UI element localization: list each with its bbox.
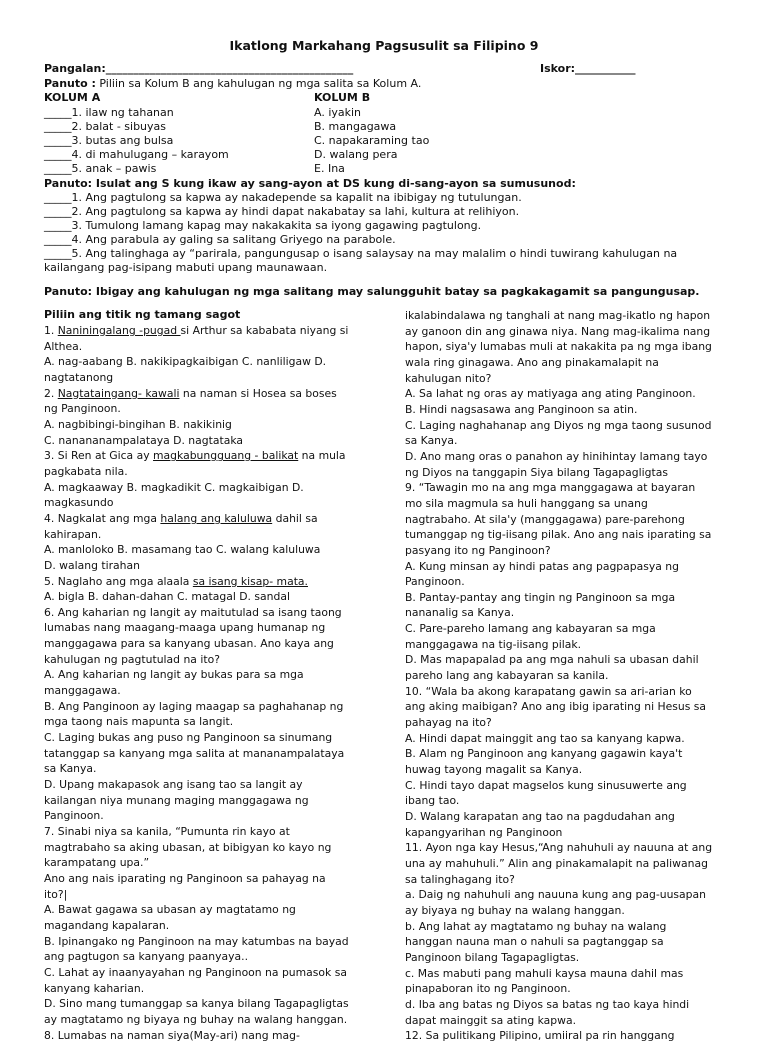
question-text-line: 8. Lumabas na naman siya(May-ari) nang mag-	[44, 1028, 300, 1042]
question-text-line: 9. “Tawagin mo na ang mga manggagawa at bayaran	[405, 481, 696, 495]
question-text-line: D. Sino mang tumanggap sa kanya bilang Tagapagligtas	[44, 997, 349, 1011]
question-text-line: A. Hindi dapat mainggit ang tao sa kanyang kapwa.	[405, 731, 685, 745]
question-text-line: pasyang ito ng Panginoon?	[405, 543, 551, 557]
question-text-line: B. Ang Panginoon ay laging maagap sa paghahanap ng	[44, 699, 344, 713]
kolum-b-item: C. napakaraming tao	[314, 134, 430, 147]
question-text-line: pareho lang ang kabayaran sa kanila.	[405, 669, 609, 683]
kolum-a-heading: KOLUM A	[44, 91, 101, 104]
question-text-line: c. Mas mabuti pang mahuli kaysa mauna dahil mas	[405, 966, 684, 980]
question-text-line: 4. Nagkalat ang mga halang ang kaluluwa dahil sa	[44, 511, 318, 525]
question-text-line: A. manloloko B. masamang tao C. walang kaluluwa	[44, 543, 321, 557]
question-text-line: huwag tayong magalit sa Kanya.	[405, 763, 583, 777]
question-text-line: pagkabata nila.	[44, 464, 128, 478]
part2-item: _____4. Ang parabula ay galing sa salitang Griyego na parabole.	[44, 233, 396, 246]
kolum-a-item: _____5. anak – pawis	[44, 162, 157, 175]
question-text-line: magkasundo	[44, 496, 114, 510]
score-row	[540, 62, 636, 76]
question-text-line: B. Hindi nagsasawa ang Panginoon sa atin.	[405, 402, 638, 416]
question-text-line: D. Walang karapatan ang tao na pagdudahan ang	[405, 810, 675, 823]
question-text-line: C. Pare-pareho lamang ang kabayaran sa mga	[405, 622, 656, 636]
question-text-line: A. Sa lahat ng oras ay matiyaga ang ating Panginoon.	[405, 387, 696, 401]
exam-title: Ikatlong Markahang Pagsusulit sa Filipino 9	[229, 38, 539, 53]
part3-instruction: Panuto: Ibigay ang kahulugan ng mga salitang may salungguhit batay sa pagkakagamit sa pangungusap.	[44, 285, 700, 298]
question-text-line: 2. Nagtataingang- kawali na naman si Hosea sa boses	[44, 386, 337, 400]
question-text-line: 6. Ang kaharian ng langit ay maitutulad sa isang taong	[44, 605, 342, 619]
part2-item: _____1. Ang pagtulong sa kapwa ay nakadepende sa kapalit na ibibigay ng tutulungan.	[44, 191, 522, 204]
part2-item: _____3. Tumulong lamang kapag may nakakakita sa iyong gagawing pagtulong.	[44, 219, 482, 232]
question-text-line: kapangyarihan ng Panginoon	[405, 825, 563, 839]
question-text-line: una ay mahuhuli.” Alin ang pinakamalapit na paliwanag	[405, 856, 708, 870]
question-text-line: ay ganoon din ang ginawa niya. Nang mag-ikalima nang	[405, 324, 711, 338]
question-text-line: ay biyaya ng buhay na walang hanggan.	[405, 903, 625, 917]
underlined-term: magkabungguang - balikat	[153, 449, 299, 463]
question-text-line: dapat mainggit sa ating kapwa.	[405, 1013, 577, 1027]
question-text-line: 12. Sa pulitikang Pilipino, umiiral pa rin hanggang	[405, 1029, 675, 1043]
question-text-line: kanyang kaharian.	[44, 981, 145, 995]
part1-label: Panuto :	[44, 77, 96, 90]
question-text-line: ikalabindalawa ng tanghali at nang mag-ikatlo ng hapon	[405, 309, 711, 322]
question-text-line: ang pagtugon sa kanyang paanyaya..	[44, 950, 249, 964]
question-text-line: hanggan nauna man o nahuli sa pagtanggap sa	[405, 935, 664, 949]
question-text-line: sa Kanya.	[44, 762, 97, 776]
kolum-b-item: D. walang pera	[314, 148, 398, 161]
question-text-line: ibang tao.	[405, 794, 460, 808]
question-text-line: A. nagbibingi-bingihan B. nakikinig	[44, 417, 232, 431]
question-text-line: Althea.	[44, 339, 83, 353]
underlined-term: Nagtataingang- kawali	[57, 386, 180, 400]
question-text-line: wala ring ginagawa. Ano ang pinakamalapit na	[405, 355, 659, 369]
kolum-b-heading: KOLUM B	[314, 91, 371, 104]
question-text-line: D. Upang makapasok ang isang tao sa langit ay	[44, 778, 303, 792]
question-text-line: Ano ang nais iparating ng Panginoon sa pahayag na	[44, 871, 326, 885]
question-text-line: 7. Sinabi niya sa kanila, “Pumunta rin kayo at	[44, 825, 290, 838]
question-text-line: D. Mas mapapalad pa ang mga nahuli sa ubasan dahil	[405, 653, 699, 667]
question-text-line: ng Diyos na tanggapin Siya bilang Tagapagligtas	[405, 465, 668, 479]
question-text-line: nananalig sa Kanya.	[405, 606, 515, 620]
question-text-line: 1. Naniningalang -pugad si Arthur sa kababata niyang si	[44, 324, 349, 337]
question-text-line: sa talinghagang ito?	[405, 872, 515, 886]
question-text-line: lumabas nang maagang-maaga upang humanap ng	[44, 621, 326, 635]
question-text-line: sa Kanya.	[405, 434, 458, 448]
kolum-a-item: _____3. butas ang bulsa	[44, 134, 174, 147]
question-text-line: A. Kung minsan ay hindi patas ang pagpapasya ng	[405, 559, 680, 573]
question-text-line: mo sila magmula sa huli hanggang sa unang	[405, 496, 648, 510]
question-text-line: nagtrabaho. At sila'y (manggagawa) pare-parehong	[405, 512, 685, 526]
question-text-line: C. Hindi tayo dapat magselos kung sinusuwerte ang	[405, 778, 687, 792]
kolum-a-item: _____1. ilaw ng tahanan	[44, 106, 174, 119]
underlined-term: Naniningalang -pugad	[57, 324, 181, 337]
question-text-line: magtrabaho sa aking ubasan, at bibigyan ko kayo ng	[44, 840, 332, 854]
part2-item: kailangang pag-isipang mabuti upang maunawaan.	[44, 261, 328, 274]
question-text-line: mga taong nais mapunta sa langit.	[44, 715, 234, 729]
question-text-line: 10. “Wala ba akong karapatang gawin sa ari-arian ko	[405, 684, 692, 698]
question-text-line: manggagawa para sa kanyang ubasan. Ano kaya ang	[44, 637, 334, 651]
kolum-b-item: B. mangagawa	[314, 120, 397, 133]
question-text-line: a. Daig ng nahuhuli ang nauuna kung ang pag-uusapan	[405, 888, 706, 902]
question-text-line: D. Ano mang oras o panahon ay hinihintay lamang tayo	[405, 449, 708, 463]
underlined-term: halang ang kaluluwa	[160, 511, 273, 525]
underlined-term: sa isang kisap- mata.	[192, 574, 308, 588]
question-text-line: Panginoon.	[405, 575, 465, 589]
question-text-line: manggagawa.	[44, 684, 121, 698]
question-text-line: ay magtatamo ng biyaya ng buhay na walang hanggan.	[44, 1012, 348, 1026]
right-question-column	[405, 308, 735, 1044]
question-text-line: A. Ang kaharian ng langit ay bukas para sa mga	[44, 668, 304, 682]
question-text-line: manggagawa na tig-iisang pilak.	[405, 637, 582, 651]
question-text-line: b. Ang lahat ay magtatamo ng buhay na walang	[405, 919, 667, 933]
score-line[interactable]: ___________	[575, 62, 636, 75]
question-text-line: karampatang upa.”	[44, 856, 150, 870]
question-text-line: 5. Naglaho ang mga alaala sa isang kisap- mata.	[44, 574, 308, 588]
left-question-column	[44, 323, 366, 1043]
question-text-line: tatanggap sa kanyang mga salita at mananampalataya	[44, 746, 345, 760]
question-text-line: kailangan niya munang maging manggagawa ng	[44, 793, 309, 807]
question-text-line: A. nag-aabang B. nakikipagkaibigan C. nanliligaw D.	[44, 355, 327, 369]
score-label: Iskor:	[540, 62, 576, 75]
question-text-line: B. Pantay-pantay ang tingin ng Panginoon sa mga	[405, 590, 676, 604]
question-text-line: ito?|	[44, 887, 68, 901]
name-row	[44, 62, 353, 76]
question-text-line: kahulugan ng pagtutulad na ito?	[44, 652, 220, 666]
name-line[interactable]: _____________________________________________	[105, 62, 354, 75]
kolum-b-item: E. Ina	[314, 162, 345, 175]
part3-subheading: Piliin ang titik ng tamang sagot	[44, 308, 241, 321]
part2-item: _____5. Ang talinghaga ay “parirala, pangungusap o isang salaysay na may malalim o hindi tuwirang kahulugan na	[44, 247, 678, 260]
question-text-line: D. walang tirahan	[44, 558, 140, 572]
part2-item: _____2. Ang pagtulong sa kapwa ay hindi dapat nakabatay sa lahi, kultura at relihiyon.	[44, 205, 520, 218]
question-text-line: pahayag na ito?	[405, 716, 492, 730]
question-text-line: ang aking maibigan? Ano ang ibig iparating ni Hesus sa	[405, 700, 707, 714]
question-text-line: C. Lahat ay inaanyayahan ng Panginoon na pumasok sa	[44, 965, 347, 979]
question-text-line: C. Laging bukas ang puso ng Panginoon sa sinumang	[44, 731, 333, 745]
question-text-line: kahulugan nito?	[405, 371, 492, 385]
question-text-line: hapon, siya'y lumabas muli at nakakita pa ng mga ibang	[405, 340, 712, 354]
part1-instruction: Panuto : Piliin sa Kolum B ang kahulugan ng mga salita sa Kolum A.	[44, 77, 422, 90]
question-text-line: ng Panginoon.	[44, 402, 121, 416]
question-text-line: Panginoon.	[44, 809, 104, 823]
question-text-line: C. nanananampalataya D. nagtataka	[44, 433, 243, 447]
question-text-line: 3. Si Ren at Gica ay magkabungguang - balikat na mula	[44, 449, 346, 463]
question-text-line: kahirapan.	[44, 527, 102, 541]
question-text-line: B. Ipinangako ng Panginoon na may katumbas na bayad	[44, 934, 349, 948]
kolum-a-item: _____4. di mahulugang – karayom	[44, 148, 229, 161]
question-text-line: Panginoon bilang Tagapagligtas.	[405, 950, 580, 964]
kolum-a-item: _____2. balat - sibuyas	[44, 120, 167, 133]
question-text-line: d. Iba ang batas ng Diyos sa batas ng tao kaya hindi	[405, 997, 690, 1011]
question-text-line: magandang kapalaran.	[44, 918, 170, 932]
question-text-line: A. magkaaway B. magkadikit C. magkaibigan D.	[44, 480, 304, 494]
question-text-line: A. Bawat gagawa sa ubasan ay magtatamo ng	[44, 903, 296, 917]
question-text-line: B. Alam ng Panginoon ang kanyang gagawin kaya't	[405, 747, 683, 761]
question-text-line: 11. Ayon nga kay Hesus,“Ang nahuhuli ay nauuna at ang	[405, 841, 713, 855]
question-text-line: nagtatanong	[44, 370, 114, 384]
part2-instruction: Panuto: Isulat ang S kung ikaw ay sang-ayon at DS kung di-sang-ayon sa sumusunod:	[44, 177, 576, 190]
question-text-line: tumanggap ng tig-iisang pilak. Ano ang nais iparating sa	[405, 528, 712, 542]
question-text-line: pinapaboran ito ng Panginoon.	[405, 982, 571, 996]
kolum-b-item: A. iyakin	[314, 106, 362, 119]
question-text-line: A. bigla B. dahan-dahan C. matagal D. sandal	[44, 590, 290, 604]
name-label: Pangalan:	[44, 62, 106, 75]
question-text-line: C. Laging naghahanap ang Diyos ng mga taong susunod	[405, 418, 712, 432]
